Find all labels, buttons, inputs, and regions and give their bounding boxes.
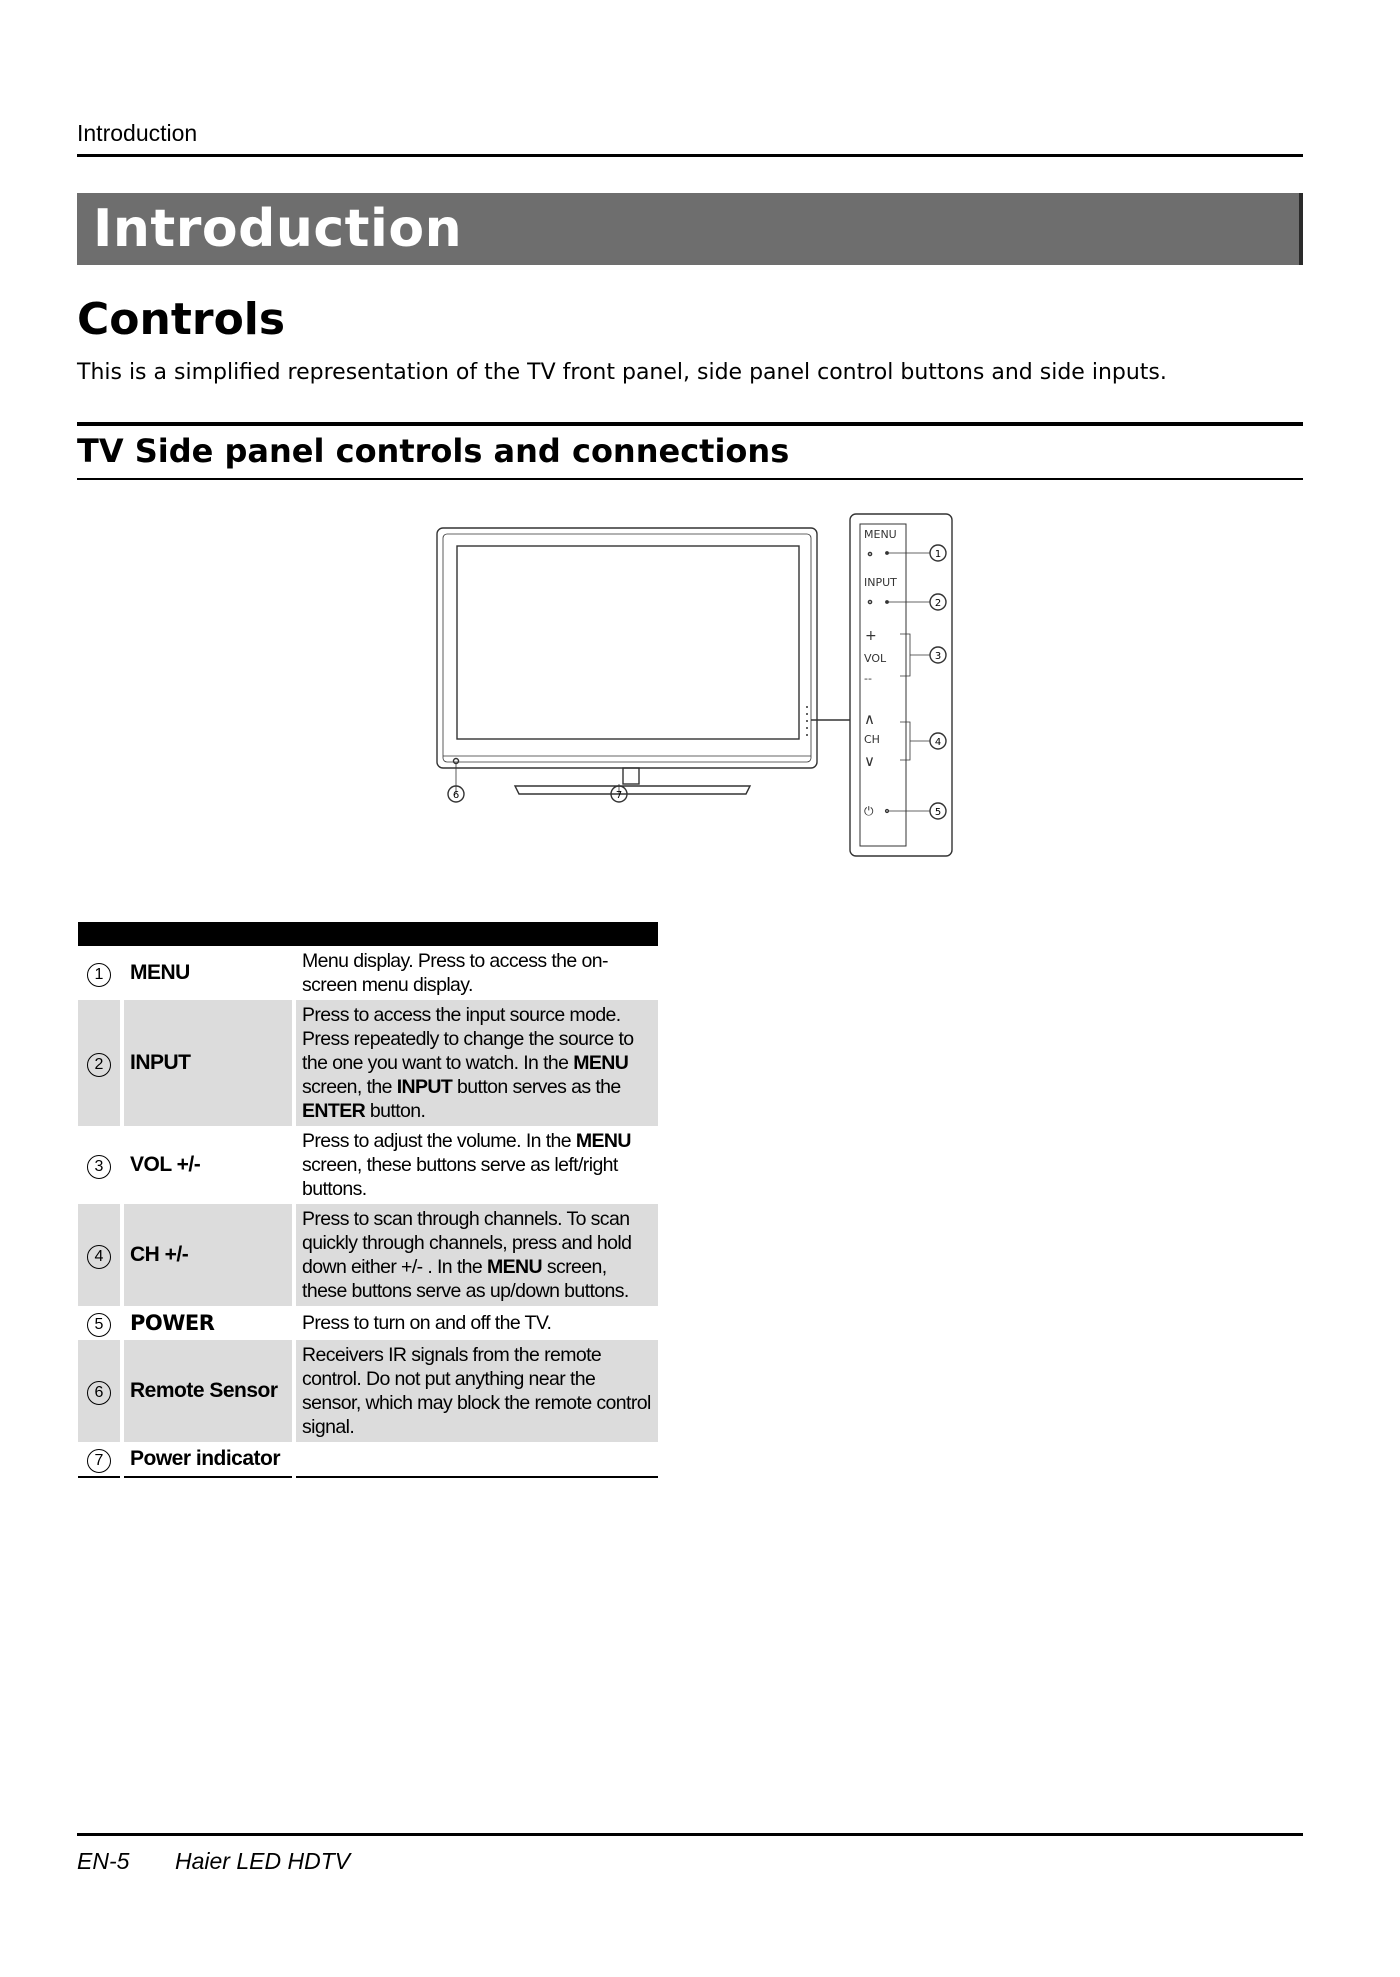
- panel-label-down: ∨: [864, 752, 875, 770]
- table-row: [78, 1306, 658, 1340]
- panel-label-menu: MENU: [864, 528, 897, 541]
- section-banner: [77, 193, 1303, 265]
- control-name: CH +/-: [122, 1204, 294, 1306]
- control-description: Menu display. Press to access the on-screen menu display.: [302, 950, 608, 996]
- panel-label-vol: VOL: [864, 652, 887, 665]
- running-header: Introduction: [77, 120, 198, 146]
- panel-label-ch: CH: [864, 733, 880, 746]
- page-number: EN-5: [77, 1848, 130, 1874]
- control-description: Receivers IR signals from the remote control. Do not put anything near the sensor, which may block the remote control signal.: [294, 1340, 658, 1442]
- control-description: Press to adjust the volume. In the MENU screen, these buttons serve as left/right buttons.: [302, 1130, 631, 1200]
- row-number: 2: [87, 1053, 111, 1077]
- control-name: Remote Sensor: [122, 1340, 294, 1442]
- row-number: 6: [87, 1381, 111, 1405]
- product-name: Haier LED HDTV: [175, 1848, 351, 1874]
- panel-label-up: ∧: [864, 710, 875, 728]
- control-name: MENU: [122, 946, 294, 1000]
- banner-title: Introduction: [93, 199, 463, 259]
- row-number-cell: [78, 1340, 122, 1442]
- table-row: [78, 1340, 658, 1442]
- row-number: 7: [87, 1449, 111, 1473]
- control-name: VOL +/-: [122, 1126, 294, 1204]
- control-description: [294, 1442, 658, 1477]
- table-row: [78, 1126, 658, 1204]
- row-number: 3: [87, 1155, 111, 1179]
- panel-label-power: ⏻: [864, 804, 874, 818]
- remote-sensor-dot: [454, 759, 459, 764]
- table-row: [78, 1442, 658, 1477]
- subsection-rule-top: [77, 422, 1303, 426]
- row-number: 1: [87, 963, 111, 987]
- row-number-cell: [78, 1126, 122, 1204]
- row-number: 4: [87, 1245, 111, 1269]
- table-row: [78, 946, 658, 1000]
- intro-paragraph: This is a simplified representation of the TV front panel, side panel control buttons and side inputs.: [77, 360, 1167, 385]
- control-description: Press to turn on and off the TV.: [302, 1312, 552, 1334]
- tv-stand-neck: [623, 768, 639, 784]
- callout-text-4: 4: [934, 737, 942, 748]
- callout-text-7: 7: [615, 790, 623, 801]
- control-name: Power indicator: [122, 1442, 294, 1477]
- tv-screen: [457, 546, 799, 739]
- control-description: Press to access the input source mode. Press repeatedly to change the source to the one you want to watch. In the MENU screen, the INPUT button serves as the ENTER button.: [294, 1000, 658, 1126]
- callout-text-2: 2: [934, 598, 942, 609]
- row-number-cell: [78, 946, 122, 1000]
- header-rule: [77, 154, 1303, 157]
- control-name: POWER: [122, 1306, 294, 1340]
- tv-bezel-inner: [443, 534, 811, 762]
- controls-table: [78, 922, 658, 1478]
- row-number-cell: [78, 1000, 122, 1126]
- callout-text-5: 5: [934, 807, 942, 818]
- table-header-row: [78, 922, 658, 946]
- subsection-heading: TV Side panel controls and connections: [77, 432, 790, 470]
- tv-stand-base: [515, 786, 750, 794]
- callout-text-3: 3: [934, 651, 942, 662]
- table-row: [78, 1204, 658, 1306]
- panel-label-input: INPUT: [864, 576, 897, 589]
- page-title: Controls: [77, 294, 286, 345]
- control-name: INPUT: [122, 1000, 294, 1126]
- panel-label-plus: +: [865, 628, 877, 644]
- subsection-rule-bottom: [77, 478, 1303, 480]
- tv-body: [437, 528, 817, 768]
- table-row: [78, 1000, 658, 1126]
- row-number-cell: [78, 1442, 122, 1477]
- row-number-cell: [78, 1306, 122, 1340]
- callout-text-1: 1: [934, 549, 942, 560]
- side-panel-strip: [860, 524, 906, 846]
- panel-label-minus: --: [864, 672, 872, 685]
- control-description: Press to scan through channels. To scan quickly through channels, press and hold down either +/- . In the MENU screen, these buttons serve as up/down buttons.: [294, 1204, 658, 1306]
- row-number-cell: [78, 1204, 122, 1306]
- footer-rule: [77, 1833, 1303, 1836]
- callout-text-6: 6: [452, 790, 460, 801]
- row-number: 5: [87, 1313, 111, 1337]
- tv-controls-diagram: [430, 510, 970, 870]
